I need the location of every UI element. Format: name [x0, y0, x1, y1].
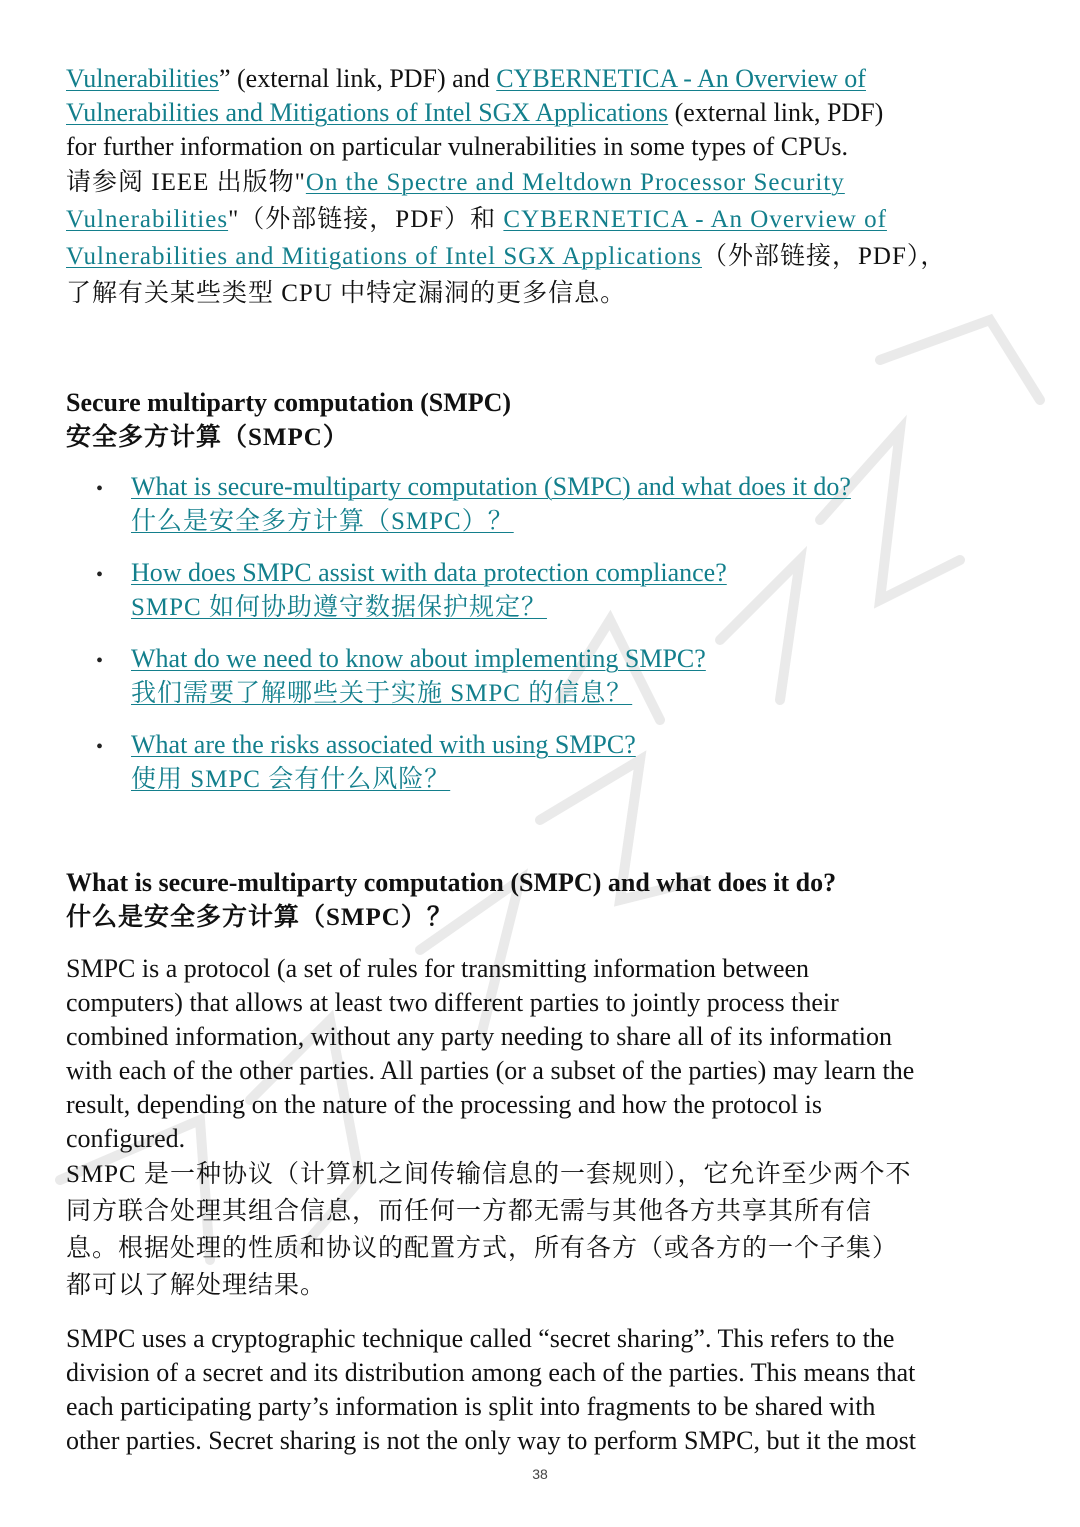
- para2-en: SMPC uses a cryptographic technique called “secret sharing”. This refers to the division of a secret and its distribution among each of the parties. This means that each participating party’s information is split into fragments to be shared with other parties. Secret sharing is not the only way to perform SMPC, but it the most: [66, 1324, 916, 1455]
- page-content: [66, 62, 1021, 1458]
- list-item: [66, 728, 1021, 798]
- section-heading-smpc-zh: 安全多方计算（SMPC）: [66, 424, 349, 451]
- link-what-is-smpc-en[interactable]: What is secure-multiparty computation (SMPC) and what does it do?: [131, 472, 851, 501]
- section-heading-what-zh: 什么是安全多方计算（SMPC）？: [66, 904, 453, 931]
- bullet-icon: •: [96, 650, 104, 672]
- para1-zh: SMPC 是一种协议（计算机之间传输信息的一套规则），它允许至少两个不 同方联合处理其组合信息，而任何一方都无需与其他各方共享其所有信 息。根据处理的性质和协议的配置方式，所有各方（或各方的一个子集） 都可以了解处理结果。: [66, 1161, 912, 1299]
- bullet-icon: •: [96, 478, 104, 500]
- link-compliance-zh[interactable]: SMPC 如何协助遵守数据保护规定？: [131, 594, 547, 621]
- intro-en: Vulnerabilities” (external link, PDF) and CYBERNETICA - An Overview of Vulnerabilities and Mitigations of Intel SGX Applications (external link, PDF) for further information on particular vulnerabilities in some types of CPUs.: [66, 64, 884, 161]
- intro-zh: 请参阅 IEEE 出版物"On the Spectre and Meltdown Processor Security Vulnerabilities"（外部链接，PDF）和 CYBERNETICA - An Overview of Vulnerabilities and Mitigations of Intel SGX Applications（外部链接，PDF）， 了解有关某些类型 CPU 中特定漏洞的更多信息。: [66, 169, 947, 307]
- link-what-is-smpc-zh[interactable]: 什么是安全多方计算（SMPC）？: [131, 508, 514, 535]
- link-risks-en[interactable]: What are the risks associated with using SMPC?: [131, 730, 636, 759]
- link-ieee-zh-2[interactable]: Vulnerabilities: [66, 206, 229, 233]
- link-cybernetica-en-2[interactable]: Vulnerabilities and Mitigations of Intel SGX Applications: [66, 98, 669, 127]
- link-implementing-zh[interactable]: 我们需要了解哪些关于实施 SMPC 的信息？: [131, 680, 633, 707]
- list-item: [66, 556, 1021, 626]
- link-implementing-en[interactable]: What do we need to know about implementing SMPC?: [131, 644, 706, 673]
- link-cybernetica-zh-1[interactable]: CYBERNETICA - An Overview of: [503, 206, 887, 233]
- bullet-icon: •: [96, 736, 104, 758]
- page-number: 38: [532, 1466, 548, 1482]
- section-heading-what-en: What is secure-multiparty computation (SMPC) and what does it do?: [66, 868, 837, 897]
- list-item: [66, 470, 1021, 540]
- section-heading-smpc-en: Secure multiparty computation (SMPC): [66, 388, 512, 417]
- list-item: [66, 642, 1021, 712]
- link-risks-zh[interactable]: 使用 SMPC 会有什么风险？: [131, 766, 451, 793]
- link-ieee-zh-1[interactable]: On the Spectre and Meltdown Processor Security: [305, 169, 845, 196]
- link-ieee-vulnerabilities-tail[interactable]: Vulnerabilities: [66, 64, 219, 93]
- bullet-icon: •: [96, 564, 104, 586]
- smpc-link-list: [66, 470, 1021, 798]
- link-compliance-en[interactable]: How does SMPC assist with data protection compliance?: [131, 558, 727, 587]
- link-cybernetica-en-1[interactable]: CYBERNETICA - An Overview of: [496, 64, 866, 93]
- link-cybernetica-zh-2[interactable]: Vulnerabilities and Mitigations of Intel SGX Applications: [66, 243, 702, 270]
- para1-en: SMPC is a protocol (a set of rules for transmitting information between computers) that allows at least two different parties to jointly process their combined information, without any party needing to share all of its information with each of the other parties. All parties (or a subset of the parties) may learn the result, depending on the nature of the processing and how the protocol is configured.: [66, 954, 915, 1153]
